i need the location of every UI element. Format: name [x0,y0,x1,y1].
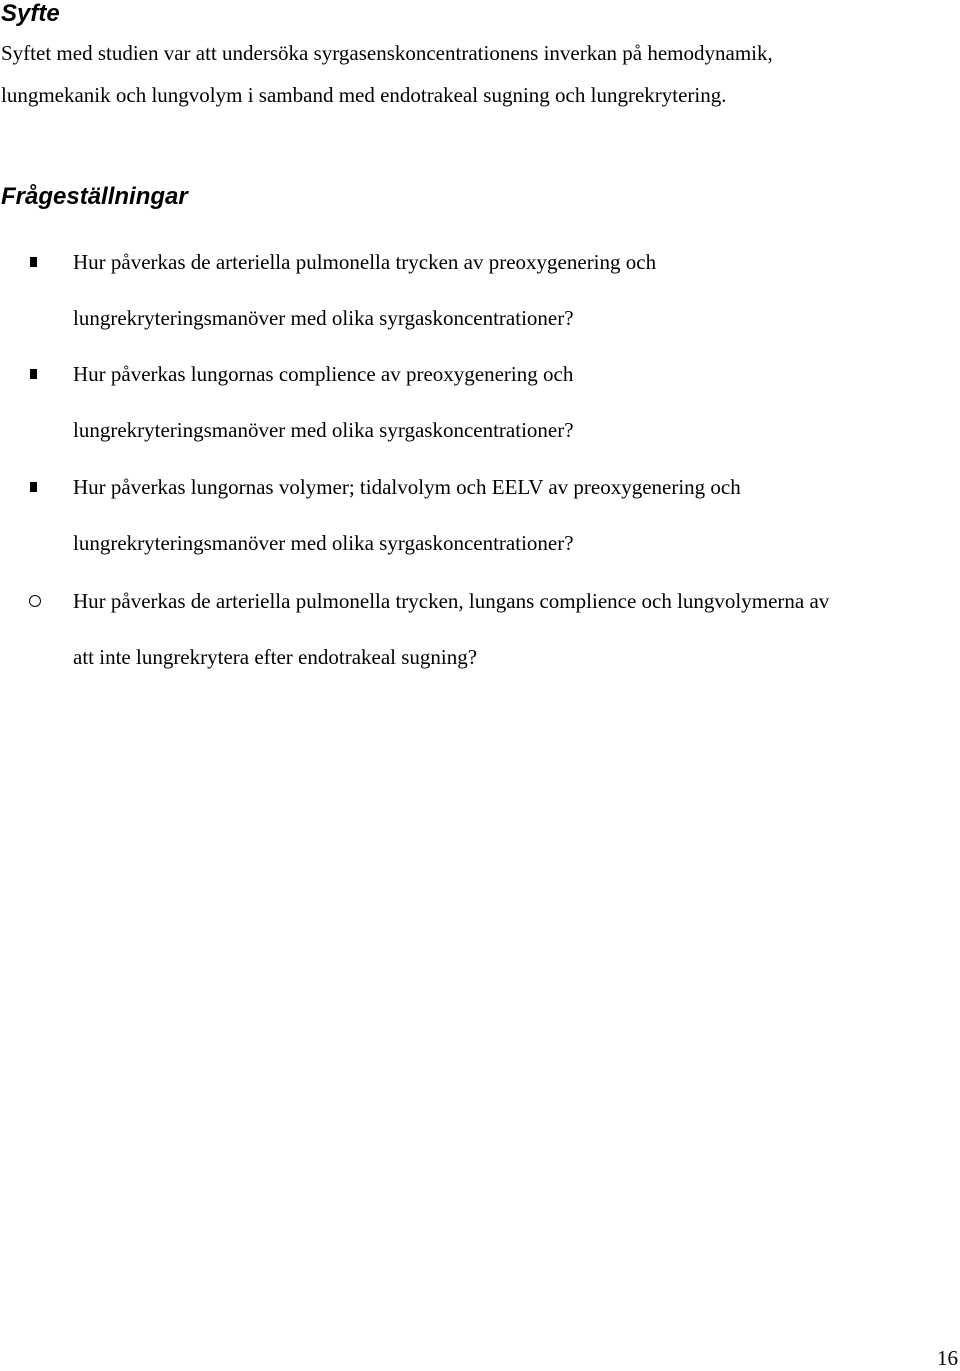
section-heading-fragestallningar: Frågeställningar [1,183,188,210]
purpose-paragraph [1,32,956,116]
list-item-line: Hur påverkas lungornas volymer; tidalvolym och EELV av preoxygenering och [73,475,741,499]
disc-bullet-icon [29,595,41,607]
list-item-line: Hur påverkas de arteriella pulmonella trycken, lungans complience och lungvolymerna av [73,589,830,613]
section-heading-syfte: Syfte [1,0,60,27]
list-item-line: Hur påverkas lungornas complience av preoxygenering och [73,362,574,386]
list-item-line: lungrekryteringsmanöver med olika syrgaskoncentrationer? [73,531,574,555]
purpose-line: Syftet med studien var att undersöka syrgasenskoncentrationens inverkan på hemodynamik, [1,41,773,65]
list-item-line: Hur påverkas de arteriella pulmonella trycken av preoxygenering och [73,250,657,274]
purpose-line: lungmekanik och lungvolym i samband med endotrakeal sugning och lungrekrytering. [1,83,727,107]
list-item-line: att inte lungrekrytera efter endotrakeal sugning? [73,645,478,669]
square-bullet-icon [30,257,37,267]
square-bullet-icon [30,369,37,379]
page-number: 16 [937,1346,958,1370]
list-item-line: lungrekryteringsmanöver med olika syrgaskoncentrationer? [73,418,574,442]
list-item-line: lungrekryteringsmanöver med olika syrgaskoncentrationer? [73,306,574,330]
square-bullet-icon [30,482,37,492]
